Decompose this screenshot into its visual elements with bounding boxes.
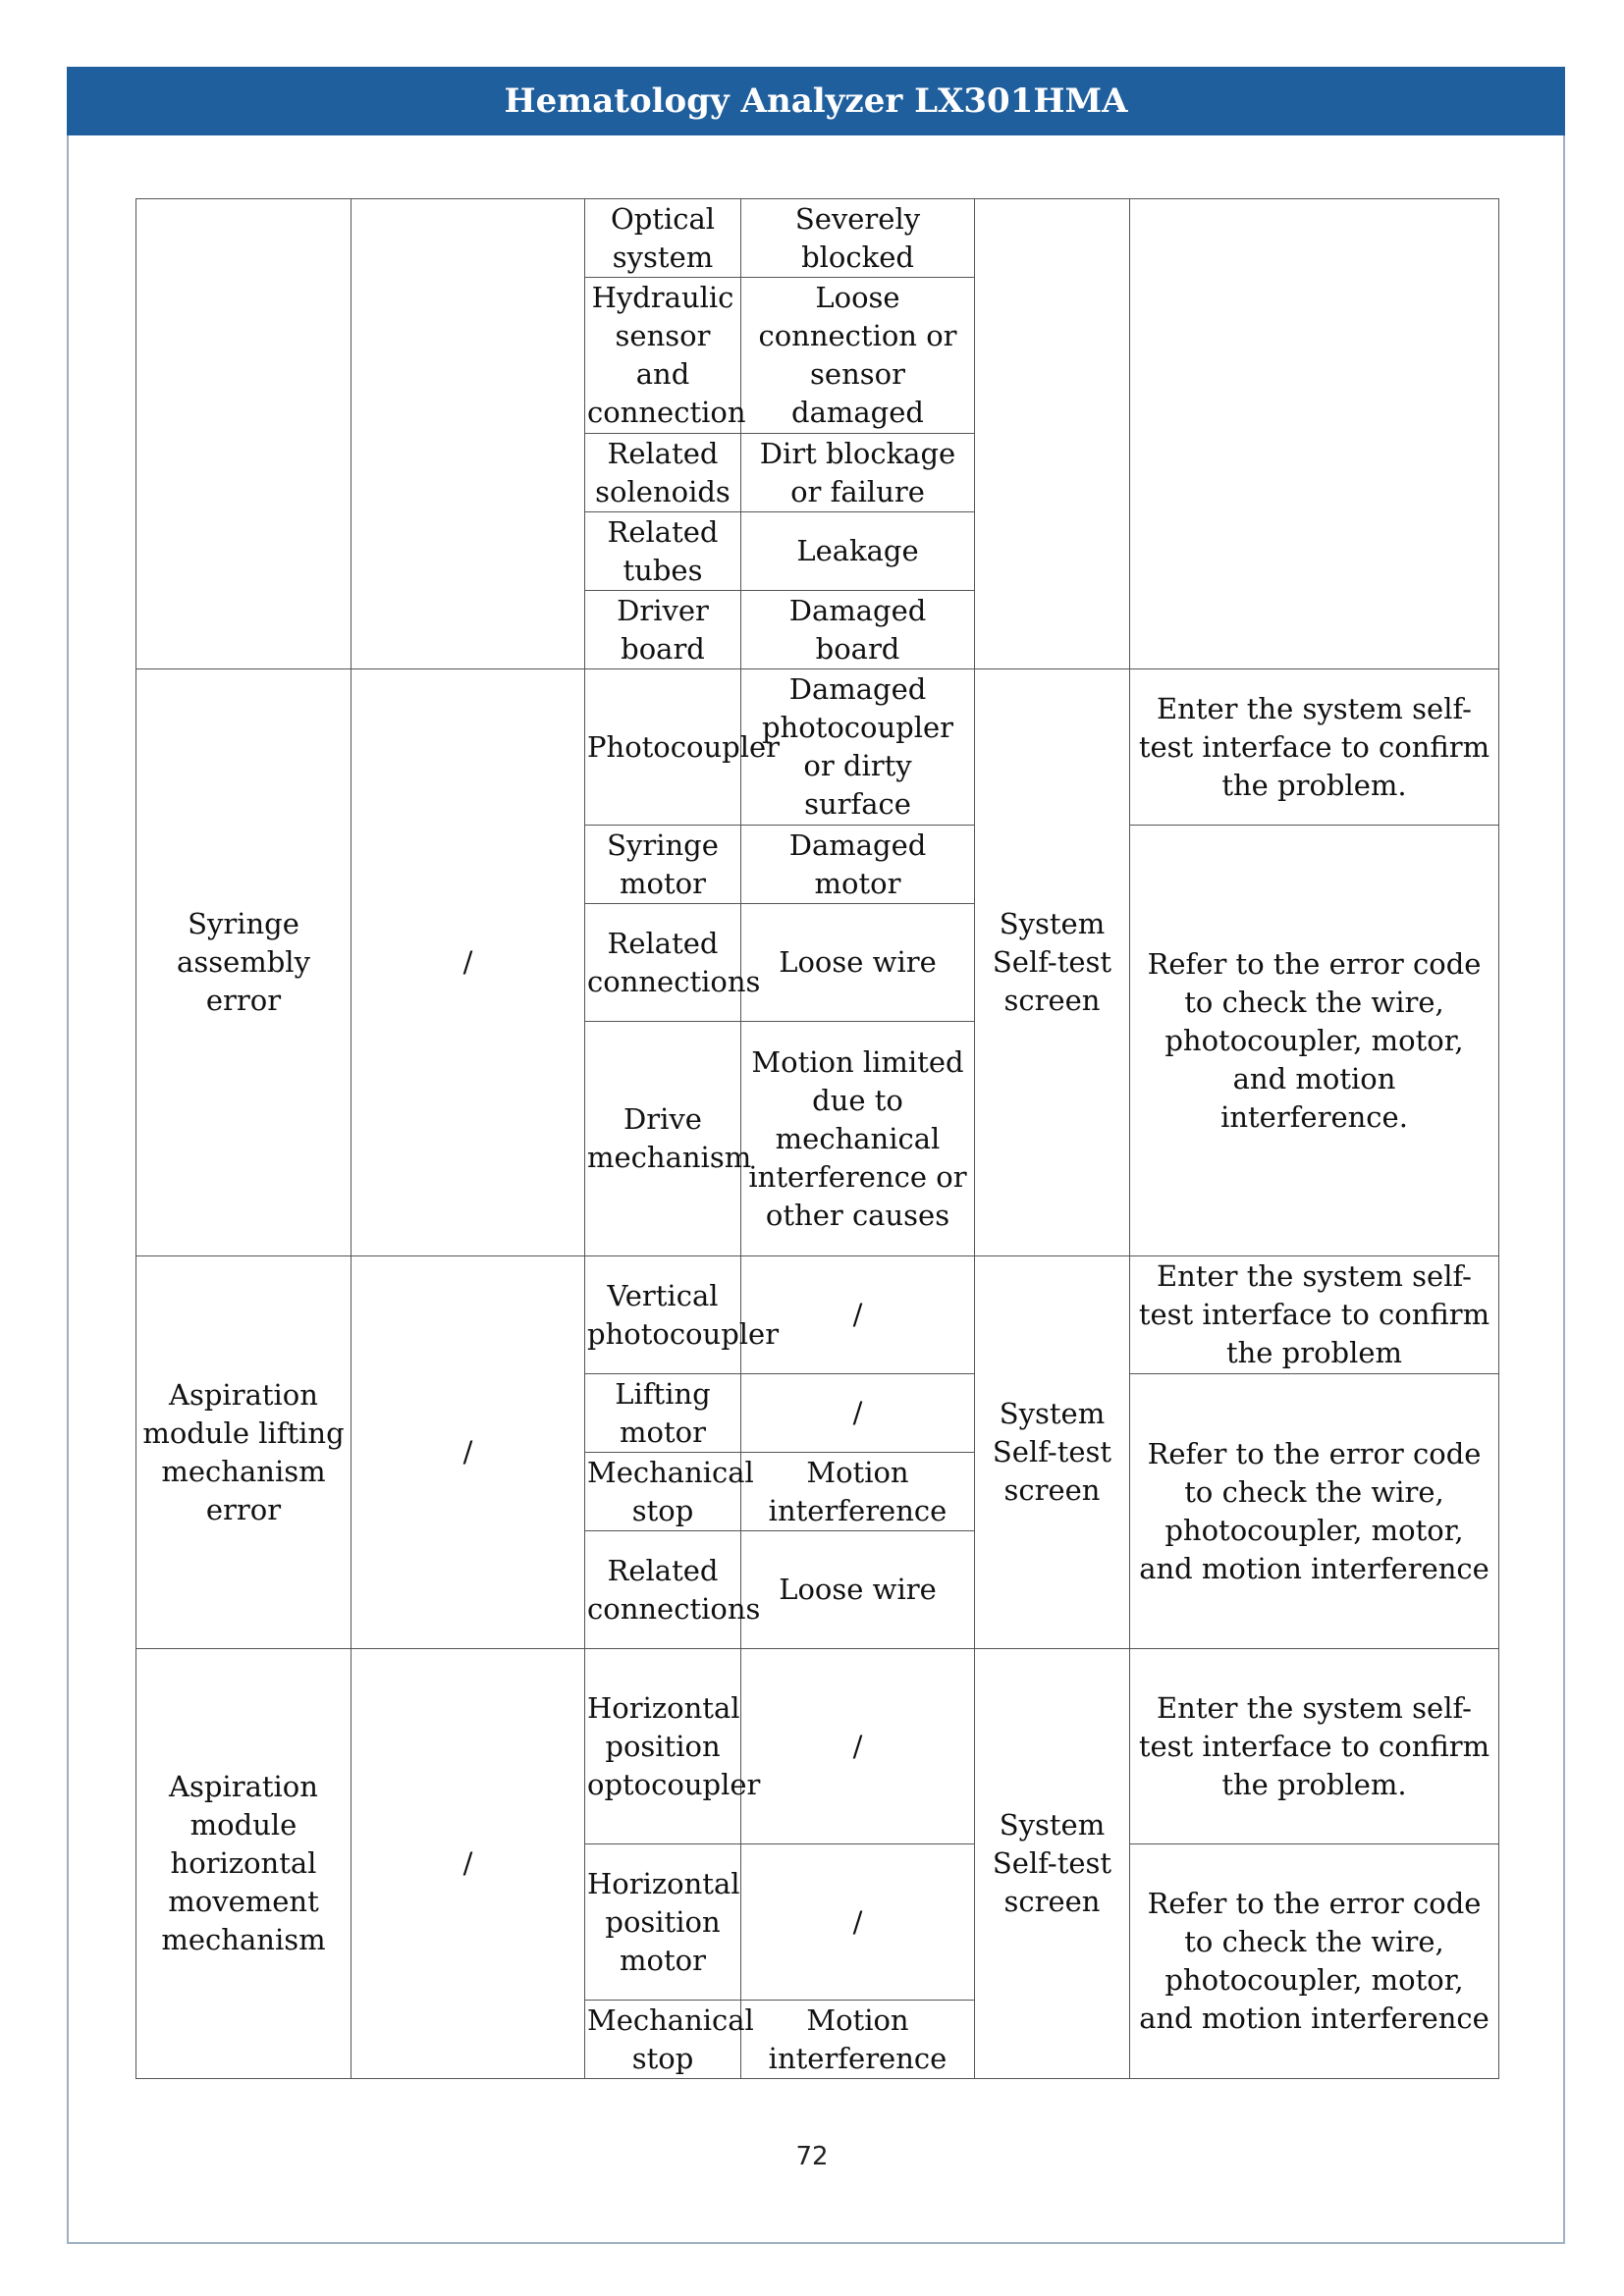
part-cell: Vertical photocoupler [585,1256,741,1374]
cause-cell: Leakage [741,512,975,591]
document-title: Hematology Analyzer LX301HMA [504,81,1128,121]
check-cell: System Self-test screen [975,669,1130,1256]
part-cell: Horizontal position motor [585,1844,741,2001]
cause-cell: / [741,1649,975,1844]
cause-cell: Damaged motor [741,826,975,904]
cause-cell: Motion limited due to mechanical interference or other causes [741,1022,975,1256]
part-cell: Related tubes [585,512,741,591]
solution-cell: Enter the system self-test interface to confirm the problem [1130,1256,1499,1374]
table-row [136,669,1499,826]
part-cell: Related solenoids [585,434,741,512]
solution-cell: Refer to the error code to check the wire, photocoupler, motor, and motion interference. [1130,826,1499,1256]
cause-cell: Damaged photocoupler or dirty surface [741,669,975,826]
cause-cell: Severely blocked [741,199,975,278]
fault-cell: Syringe assembly error [136,669,352,1256]
part-cell: Horizontal position optocoupler [585,1649,741,1844]
table-row [136,1649,1499,1844]
troubleshooting-table [135,198,1499,2079]
cause-cell: / [741,1844,975,2001]
cause-cell: / [741,1256,975,1374]
part-cell: Photocoupler [585,669,741,826]
part-cell: Hydraulic sensor and connection [585,278,741,434]
code-cell: / [352,669,585,1256]
part-cell: Mechanical stop [585,1453,741,1531]
solution-cell: Enter the system self-test interface to confirm the problem. [1130,1649,1499,1844]
code-cell [352,199,585,669]
table-row [136,1256,1499,1374]
fault-cell: Aspiration module horizontal movement mechanism [136,1649,352,2079]
part-cell: Syringe motor [585,826,741,904]
cause-cell: Motion interference [741,2001,975,2079]
solution-cell [1130,199,1499,669]
cause-cell: Loose wire [741,1531,975,1649]
part-cell: Related connections [585,904,741,1022]
solution-cell: Refer to the error code to check the wire, photocoupler, motor, and motion interference [1130,1844,1499,2079]
part-cell: Mechanical stop [585,2001,741,2079]
part-cell: Driver board [585,591,741,669]
fault-cell [136,199,352,669]
document-header [67,67,1565,135]
cause-cell: Motion interference [741,1453,975,1531]
page-number: 72 [795,2142,829,2171]
check-cell: System Self-test screen [975,1649,1130,2079]
part-cell: Drive mechanism [585,1022,741,1256]
cause-cell: / [741,1374,975,1453]
check-cell [975,199,1130,669]
part-cell: Related connections [585,1531,741,1649]
check-cell: System Self-test screen [975,1256,1130,1649]
solution-cell: Refer to the error code to check the wire, photocoupler, motor, and motion interference [1130,1374,1499,1649]
cause-cell: Dirt blockage or failure [741,434,975,512]
part-cell: Lifting motor [585,1374,741,1453]
code-cell: / [352,1256,585,1649]
cause-cell: Loose connection or sensor damaged [741,278,975,434]
cause-cell: Loose wire [741,904,975,1022]
solution-cell: Enter the system self-test interface to confirm the problem. [1130,669,1499,826]
cause-cell: Damaged board [741,591,975,669]
code-cell: / [352,1649,585,2079]
fault-cell: Aspiration module lifting mechanism error [136,1256,352,1649]
part-cell: Optical system [585,199,741,278]
table-row [136,199,1499,278]
